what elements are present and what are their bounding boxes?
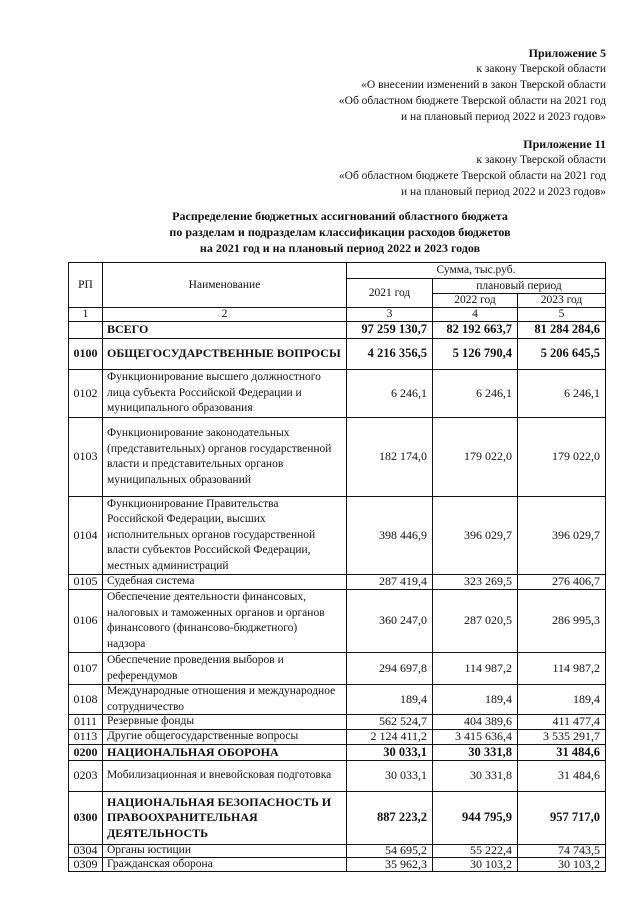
- row-code: 0102: [69, 370, 103, 418]
- header-code: РП: [69, 263, 103, 308]
- row-amount-2021: 2 124 411,2: [347, 730, 433, 745]
- row-amount-2022: 323 269,5: [433, 575, 518, 590]
- row-amount-2023: 81 284 284,6: [518, 322, 606, 339]
- row-name: НАЦИОНАЛЬНАЯ БЕЗОПАСНОСТЬ И ПРАВООХРАНИТЕЛЬНАЯ ДЕЯТЕЛЬНОСТЬ: [103, 792, 347, 845]
- row-amount-2023: 31 484,6: [518, 745, 606, 761]
- header-year-2021: 2021 год: [347, 279, 433, 308]
- row-code: 0104: [69, 497, 103, 575]
- row-name: Функционирование высшего должностного лица субъекта Российской Федерации и муниципального образования: [103, 370, 347, 418]
- table-row: [69, 858, 606, 872]
- row-name: Обеспечение деятельности финансовых, налоговых и таможенных органов и органов финансового (финансово-бюджетного) надзора: [103, 590, 347, 653]
- header-planning-period: плановый период: [433, 279, 606, 294]
- row-code: 0203: [69, 761, 103, 792]
- row-name: Гражданская оборона: [103, 858, 347, 872]
- appendix-11-line: к закону Тверской области: [476, 154, 606, 166]
- row-amount-2021: 887 223,2: [347, 792, 433, 845]
- column-number: 4: [433, 308, 518, 322]
- row-code: 0103: [69, 418, 103, 497]
- appendix-5-line: к закону Тверской области: [476, 63, 606, 75]
- table-header: [69, 263, 606, 322]
- row-amount-2023: 286 995,3: [518, 590, 606, 653]
- row-amount-2022: 287 020,5: [433, 590, 518, 653]
- row-amount-2023: 189,4: [518, 685, 606, 715]
- table-row-section: [69, 339, 606, 370]
- table-row: [69, 761, 606, 792]
- document-title-line: по разделам и подразделам классификации расходов бюджетов: [169, 225, 511, 239]
- table-row: [69, 497, 606, 575]
- appendix-5-heading: Приложение 5: [528, 46, 606, 60]
- row-amount-2022: 55 222,4: [433, 845, 518, 858]
- row-amount-2021: 360 247,0: [347, 590, 433, 653]
- table-row-total: [69, 322, 606, 339]
- header-amount: Сумма, тыс.руб.: [347, 263, 606, 279]
- row-amount-2021: 30 033,1: [347, 761, 433, 792]
- appendix-11-line: и на плановый период 2022 и 2023 годов»: [401, 186, 606, 198]
- row-code: 0300: [69, 792, 103, 845]
- appendix-5-header: [339, 45, 606, 125]
- row-amount-2021: 35 962,3: [347, 858, 433, 872]
- row-amount-2022: 114 987,2: [433, 653, 518, 685]
- header-year-2022: 2022 год: [433, 294, 518, 308]
- table-row: [69, 575, 606, 590]
- table-row: [69, 653, 606, 685]
- row-name: ВСЕГО: [103, 322, 347, 339]
- row-name: Функционирование Правительства Российской Федерации, высших исполнительных органов государственной власти субъектов Российской Федерации, местных администраций: [103, 497, 347, 575]
- row-amount-2022: 3 415 636,4: [433, 730, 518, 745]
- document-title-line: Распределение бюджетных ассигнований областного бюджета: [172, 209, 508, 223]
- row-code: [69, 322, 103, 339]
- row-amount-2023: 3 535 291,7: [518, 730, 606, 745]
- row-code: 0107: [69, 653, 103, 685]
- row-amount-2022: 179 022,0: [433, 418, 518, 497]
- row-code: 0100: [69, 339, 103, 370]
- row-name: Резервные фонды: [103, 715, 347, 730]
- column-number: 5: [518, 308, 606, 322]
- row-amount-2021: 287 419,4: [347, 575, 433, 590]
- row-amount-2022: 189,4: [433, 685, 518, 715]
- row-name: Другие общегосударственные вопросы: [103, 730, 347, 745]
- row-amount-2023: 31 484,6: [518, 761, 606, 792]
- column-number: 2: [103, 308, 347, 322]
- header-name: Наименование: [103, 263, 347, 308]
- row-code: 0108: [69, 685, 103, 715]
- row-amount-2021: 294 697,8: [347, 653, 433, 685]
- table-row: [69, 685, 606, 715]
- appendix-11-line: «Об областном бюджете Тверской области на 2021 год: [338, 170, 606, 182]
- row-code: 0111: [69, 715, 103, 730]
- table-row-section: [69, 792, 606, 845]
- header-year-2023: 2023 год: [518, 294, 606, 308]
- row-amount-2023: 6 246,1: [518, 370, 606, 418]
- table-row: [69, 715, 606, 730]
- row-name: Международные отношения и международное сотрудничество: [103, 685, 347, 715]
- row-amount-2021: 54 695,2: [347, 845, 433, 858]
- row-code: 0309: [69, 858, 103, 872]
- row-amount-2023: 179 022,0: [518, 418, 606, 497]
- row-code: 0105: [69, 575, 103, 590]
- table-row: [69, 730, 606, 745]
- row-name: Функционирование законодательных (представительных) органов государственной власти и представительных органов муниципальных образований: [103, 418, 347, 497]
- row-amount-2022: 30 103,2: [433, 858, 518, 872]
- row-amount-2023: 5 206 645,5: [518, 339, 606, 370]
- row-amount-2023: 114 987,2: [518, 653, 606, 685]
- table-row: [69, 418, 606, 497]
- row-code: 0304: [69, 845, 103, 858]
- document-title: [68, 208, 612, 256]
- row-amount-2021: 30 033,1: [347, 745, 433, 761]
- row-code: 0113: [69, 730, 103, 745]
- row-amount-2022: 30 331,8: [433, 761, 518, 792]
- row-name: Обеспечение проведения выборов и референдумов: [103, 653, 347, 685]
- appendix-11-header: [339, 136, 606, 200]
- document-title-line: на 2021 год и на плановый период 2022 и 2023 годов: [199, 241, 481, 255]
- row-amount-2021: 189,4: [347, 685, 433, 715]
- row-amount-2021: 97 259 130,7: [347, 322, 433, 339]
- row-amount-2021: 562 524,7: [347, 715, 433, 730]
- appendix-5-line: «О внесении изменений в закон Тверской области: [361, 79, 606, 91]
- row-amount-2022: 30 331,8: [433, 745, 518, 761]
- row-amount-2023: 30 103,2: [518, 858, 606, 872]
- appendix-11-heading: Приложение 11: [523, 137, 606, 151]
- row-amount-2023: 957 717,0: [518, 792, 606, 845]
- row-amount-2022: 5 126 790,4: [433, 339, 518, 370]
- row-amount-2022: 82 192 663,7: [433, 322, 518, 339]
- column-number: 1: [69, 308, 103, 322]
- row-amount-2022: 944 795,9: [433, 792, 518, 845]
- row-amount-2023: 74 743,5: [518, 845, 606, 858]
- row-name: Органы юстиции: [103, 845, 347, 858]
- appendix-5-line: «Об областном бюджете Тверской области на 2021 год: [338, 95, 606, 107]
- row-code: 0106: [69, 590, 103, 653]
- column-number: 3: [347, 308, 433, 322]
- row-amount-2022: 404 389,6: [433, 715, 518, 730]
- row-code: 0200: [69, 745, 103, 761]
- table-row: [69, 590, 606, 653]
- row-amount-2021: 6 246,1: [347, 370, 433, 418]
- row-name: Мобилизационная и вневойсковая подготовка: [103, 761, 347, 792]
- row-amount-2021: 182 174,0: [347, 418, 433, 497]
- row-amount-2023: 396 029,7: [518, 497, 606, 575]
- row-amount-2022: 396 029,7: [433, 497, 518, 575]
- row-amount-2023: 411 477,4: [518, 715, 606, 730]
- row-amount-2021: 4 216 356,5: [347, 339, 433, 370]
- row-amount-2021: 398 446,9: [347, 497, 433, 575]
- appendix-5-line: и на плановый период 2022 и 2023 годов»: [401, 111, 606, 123]
- row-name: НАЦИОНАЛЬНАЯ ОБОРОНА: [103, 745, 347, 761]
- table-row-section: [69, 745, 606, 761]
- row-amount-2023: 276 406,7: [518, 575, 606, 590]
- row-amount-2022: 6 246,1: [433, 370, 518, 418]
- table-row: [69, 370, 606, 418]
- row-name: ОБЩЕГОСУДАРСТВЕННЫЕ ВОПРОСЫ: [103, 339, 347, 370]
- budget-table: [68, 262, 606, 872]
- row-name: Судебная система: [103, 575, 347, 590]
